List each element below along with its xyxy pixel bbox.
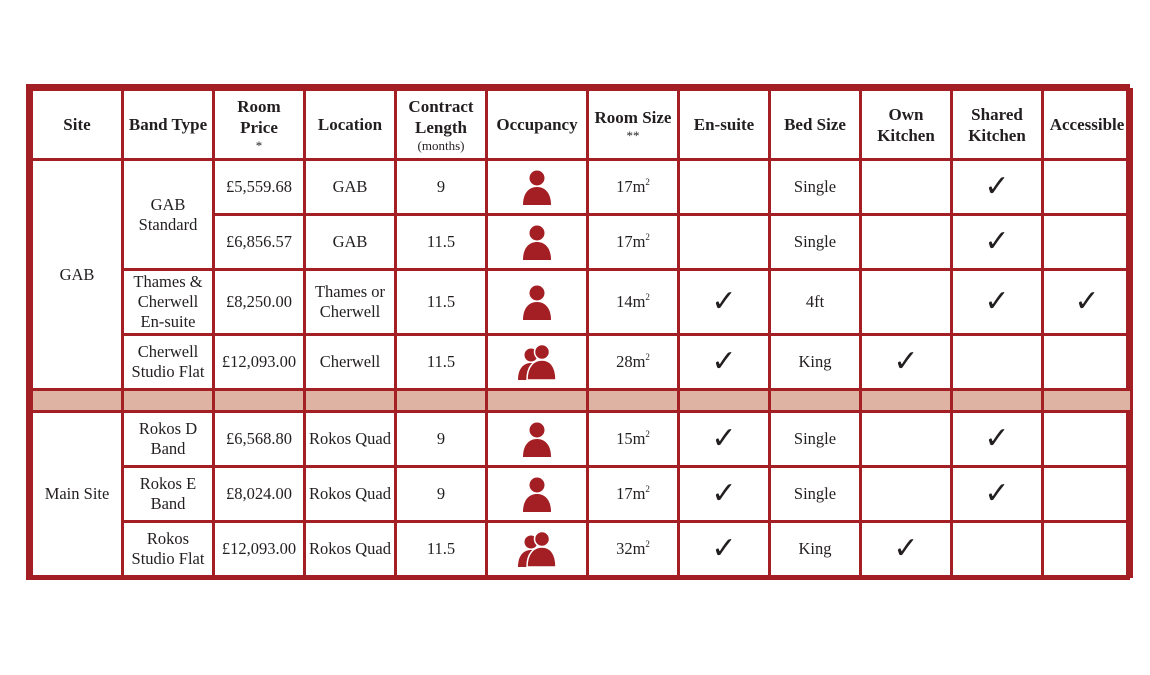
band-type-cell: Cherwell Studio Flat — [123, 335, 214, 390]
occupancy-cell — [487, 412, 588, 467]
header-bed-size: Bed Size — [770, 90, 861, 160]
checkmark-icon: ✓ — [711, 284, 737, 319]
header-occupancy: Occupancy — [487, 90, 588, 160]
own-kitchen-cell — [861, 412, 952, 467]
squared-superscript: 2 — [645, 429, 650, 439]
room-size-cell — [588, 215, 679, 270]
header-contract-length-unit: (months) — [417, 138, 465, 153]
accommodation-table — [30, 88, 1133, 578]
contract-length-cell: 11.5 — [396, 522, 487, 577]
occupancy-cell — [487, 522, 588, 577]
checkmark-icon: ✓ — [984, 224, 1010, 259]
occupancy-cell — [487, 467, 588, 522]
checkmark-icon: ✓ — [893, 531, 919, 566]
contract-length-cell: 9 — [396, 412, 487, 467]
location-cell: Rokos Quad — [305, 522, 396, 577]
header-room-price-label: Room Price — [237, 97, 281, 137]
squared-superscript: 2 — [645, 539, 650, 549]
band-type-cell: Thames & Cherwell En-suite — [123, 270, 214, 335]
own-kitchen-cell — [861, 270, 952, 335]
header-room-size — [588, 90, 679, 160]
shared-kitchen-cell — [952, 522, 1043, 577]
accessible-cell — [1043, 522, 1132, 577]
contract-length-cell: 11.5 — [396, 215, 487, 270]
room-size-cell — [588, 412, 679, 467]
two-people-icon — [516, 531, 558, 567]
occupancy-cell — [487, 270, 588, 335]
room-size-cell — [588, 270, 679, 335]
en-suite-cell — [679, 467, 770, 522]
location-cell: Rokos Quad — [305, 412, 396, 467]
header-accessible: Accessible — [1043, 90, 1132, 160]
checkmark-icon: ✓ — [893, 344, 919, 379]
checkmark-icon: ✓ — [984, 284, 1010, 319]
squared-superscript: 2 — [645, 484, 650, 494]
own-kitchen-cell — [861, 522, 952, 577]
band-type-cell: Rokos E Band — [123, 467, 214, 522]
site-cell: GAB — [32, 160, 123, 390]
checkmark-icon: ✓ — [711, 421, 737, 456]
own-kitchen-cell — [861, 335, 952, 390]
single-person-icon — [521, 169, 553, 205]
squared-superscript: 2 — [645, 352, 650, 362]
checkmark-icon: ✓ — [984, 421, 1010, 456]
shared-kitchen-cell — [952, 335, 1043, 390]
table-row — [32, 270, 1132, 335]
checkmark-icon: ✓ — [984, 169, 1010, 204]
en-suite-cell — [679, 270, 770, 335]
checkmark-icon: ✓ — [711, 531, 737, 566]
en-suite-cell — [679, 160, 770, 215]
en-suite-cell — [679, 412, 770, 467]
room-price-cell: £5,559.68 — [214, 160, 305, 215]
header-own-kitchen: Own Kitchen — [861, 90, 952, 160]
room-size-value: 17m — [616, 484, 646, 503]
room-price-cell: £12,093.00 — [214, 522, 305, 577]
occupancy-cell — [487, 335, 588, 390]
bed-size-cell: Single — [770, 412, 861, 467]
en-suite-cell — [679, 522, 770, 577]
room-size-value: 17m — [616, 177, 646, 196]
accessible-cell — [1043, 270, 1132, 335]
header-room-size-note: ** — [626, 127, 640, 143]
room-size-value: 14m — [616, 292, 646, 311]
occupancy-cell — [487, 215, 588, 270]
room-size-cell — [588, 467, 679, 522]
accessible-cell — [1043, 215, 1132, 270]
site-cell: Main Site — [32, 412, 123, 577]
room-size-cell — [588, 160, 679, 215]
room-price-cell: £8,024.00 — [214, 467, 305, 522]
room-price-cell: £6,856.57 — [214, 215, 305, 270]
table-row — [32, 335, 1132, 390]
header-contract-length-label: Contract Length — [408, 97, 474, 137]
checkmark-icon: ✓ — [984, 476, 1010, 511]
table-row — [32, 412, 1132, 467]
room-price-cell: £12,093.00 — [214, 335, 305, 390]
own-kitchen-cell — [861, 467, 952, 522]
single-person-icon — [521, 284, 553, 320]
single-person-icon — [521, 476, 553, 512]
en-suite-cell — [679, 215, 770, 270]
room-comparison-table — [26, 84, 1130, 580]
band-type-cell: Rokos D Band — [123, 412, 214, 467]
bed-size-cell: Single — [770, 215, 861, 270]
en-suite-cell — [679, 335, 770, 390]
shared-kitchen-cell — [952, 160, 1043, 215]
separator-row — [32, 390, 1132, 412]
contract-length-cell: 9 — [396, 160, 487, 215]
room-size-value: 17m — [616, 232, 646, 251]
location-cell: Cherwell — [305, 335, 396, 390]
header-room-size-label: Room Size — [594, 107, 672, 127]
header-band-type: Band Type — [123, 90, 214, 160]
bed-size-cell: Single — [770, 160, 861, 215]
room-size-cell — [588, 522, 679, 577]
own-kitchen-cell — [861, 215, 952, 270]
contract-length-cell: 11.5 — [396, 335, 487, 390]
checkmark-icon: ✓ — [711, 344, 737, 379]
room-price-cell: £6,568.80 — [214, 412, 305, 467]
header-en-suite: En-suite — [679, 90, 770, 160]
room-size-value: 32m — [616, 539, 646, 558]
header-location: Location — [305, 90, 396, 160]
accessible-cell — [1043, 335, 1132, 390]
header-room-price-note: * — [255, 138, 263, 153]
accessible-cell — [1043, 412, 1132, 467]
accessible-cell — [1043, 160, 1132, 215]
squared-superscript: 2 — [645, 177, 650, 187]
room-size-value: 28m — [616, 352, 646, 371]
bed-size-cell: 4ft — [770, 270, 861, 335]
header-room-price — [214, 90, 305, 160]
squared-superscript: 2 — [645, 292, 650, 302]
bed-size-cell: King — [770, 335, 861, 390]
header-site: Site — [32, 90, 123, 160]
squared-superscript: 2 — [645, 232, 650, 242]
bed-size-cell: Single — [770, 467, 861, 522]
checkmark-icon: ✓ — [1074, 284, 1100, 319]
accessible-cell — [1043, 467, 1132, 522]
band-type-cell: GAB Standard — [123, 160, 214, 270]
location-cell: Thames or Cherwell — [305, 270, 396, 335]
shared-kitchen-cell — [952, 215, 1043, 270]
two-people-icon — [516, 344, 558, 380]
shared-kitchen-cell — [952, 412, 1043, 467]
header-shared-kitchen: Shared Kitchen — [952, 90, 1043, 160]
room-size-value: 15m — [616, 429, 646, 448]
shared-kitchen-cell — [952, 467, 1043, 522]
room-size-cell — [588, 335, 679, 390]
location-cell: GAB — [305, 160, 396, 215]
contract-length-cell: 9 — [396, 467, 487, 522]
bed-size-cell: King — [770, 522, 861, 577]
location-cell: GAB — [305, 215, 396, 270]
shared-kitchen-cell — [952, 270, 1043, 335]
header-contract-length — [396, 90, 487, 160]
header-row — [32, 90, 1132, 160]
room-price-cell: £8,250.00 — [214, 270, 305, 335]
table-row — [32, 467, 1132, 522]
table-row — [32, 160, 1132, 215]
single-person-icon — [521, 224, 553, 260]
table-row — [32, 522, 1132, 577]
single-person-icon — [521, 421, 553, 457]
own-kitchen-cell — [861, 160, 952, 215]
occupancy-cell — [487, 160, 588, 215]
band-type-cell: Rokos Studio Flat — [123, 522, 214, 577]
checkmark-icon: ✓ — [711, 476, 737, 511]
location-cell: Rokos Quad — [305, 467, 396, 522]
contract-length-cell: 11.5 — [396, 270, 487, 335]
